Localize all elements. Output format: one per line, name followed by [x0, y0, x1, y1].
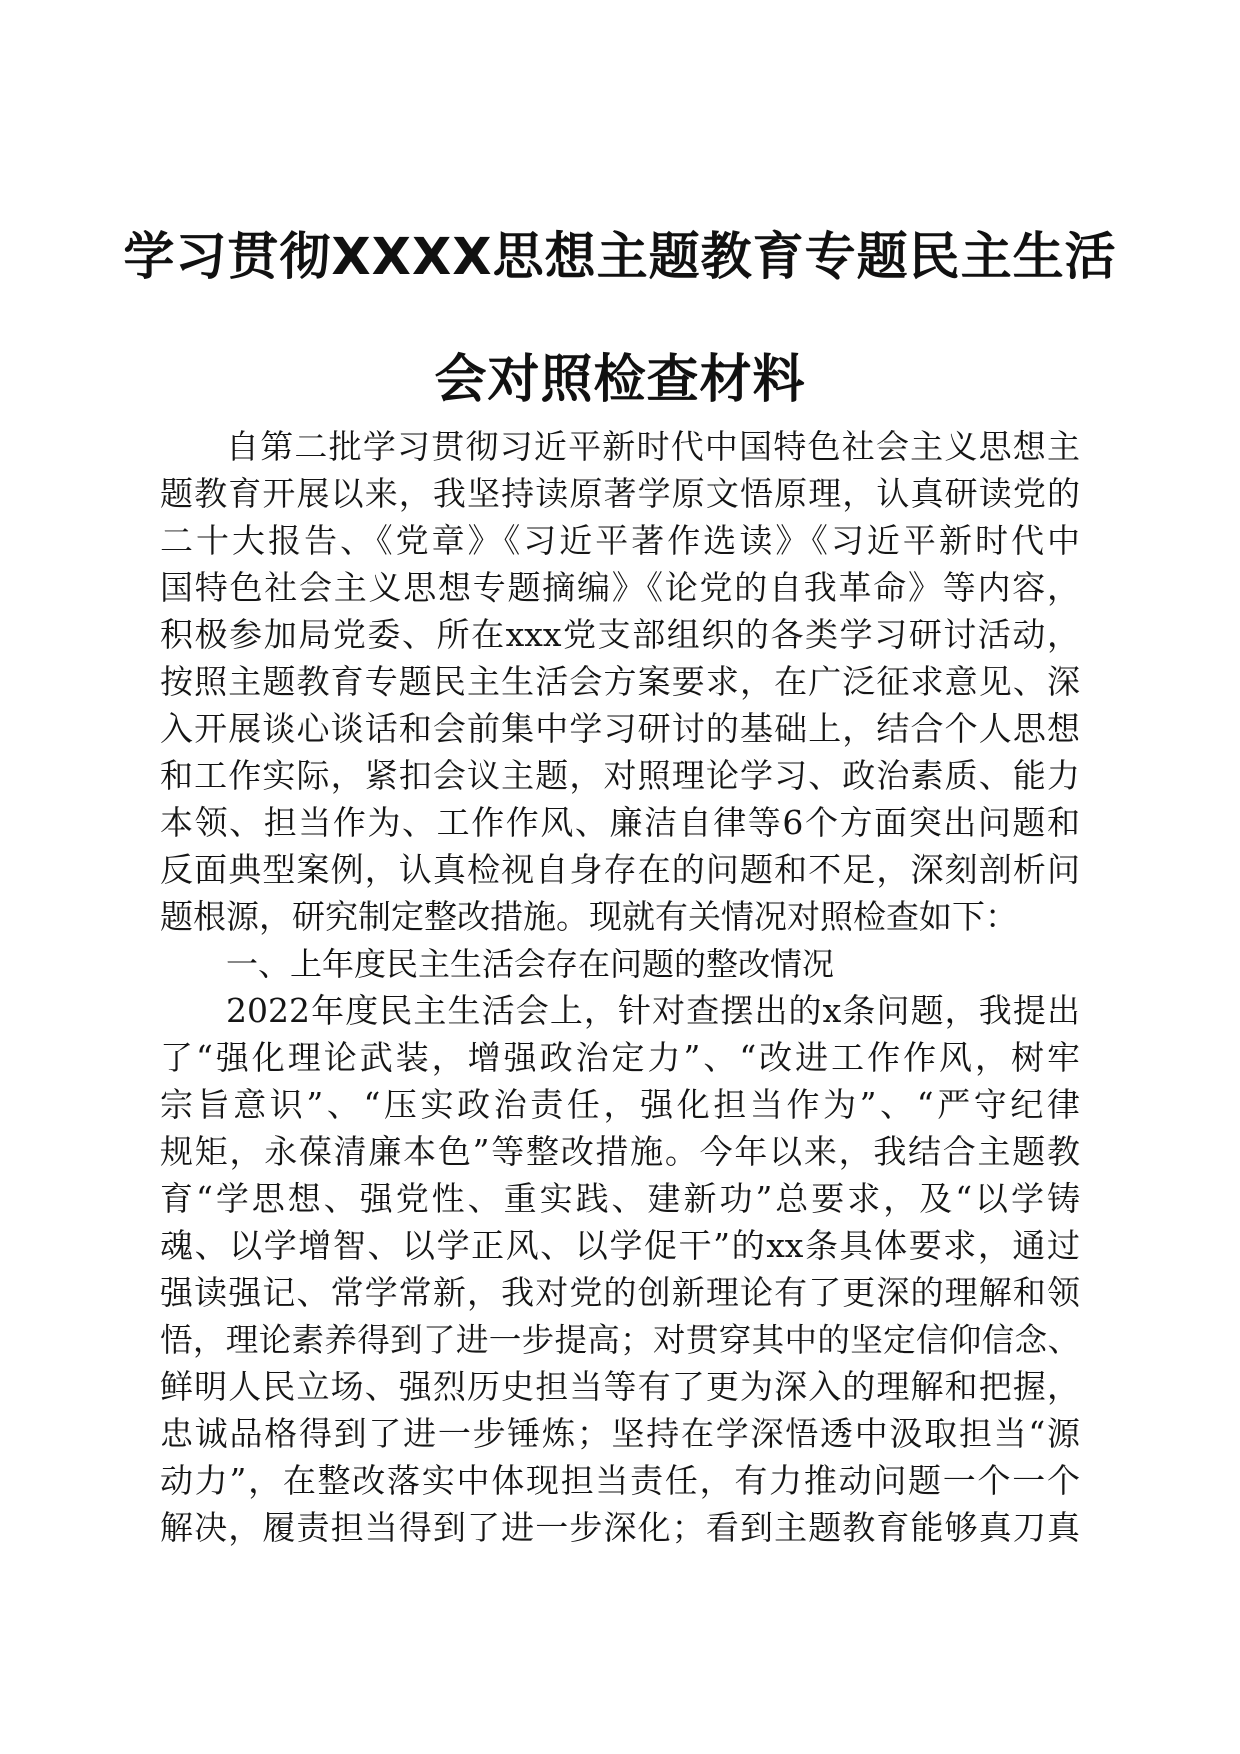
text-line: 反面典型案例，认真检视自身存在的问题和不足，深刻剖析问 — [160, 850, 1080, 889]
text-line: 动力”，在整改落实中体现担当责任，有力推动问题一个一个 — [160, 1461, 1080, 1500]
text-line: 忠诚品格得到了进一步锤炼；坚持在学深悟透中汲取担当“源 — [160, 1414, 1080, 1453]
text-line: 解决，履责担当得到了进一步深化；看到主题教育能够真刀真 — [160, 1508, 1080, 1547]
text-line: 宗旨意识”、“压实政治责任，强化担当作为”、“严守纪律 — [160, 1085, 1080, 1124]
text-line: 按照主题教育专题民主生活会方案要求，在广泛征求意见、深 — [160, 662, 1080, 701]
document-title-line-1: 学习贯彻XXXX思想主题教育专题民主生活 — [123, 228, 1117, 287]
text-line: 魂、以学增智、以学正风、以学促干”的xx条具体要求，通过 — [160, 1226, 1080, 1265]
text-line: 鲜明人民立场、强烈历史担当等有了更为深入的理解和把握， — [160, 1367, 1080, 1406]
text-line: 自第二批学习贯彻习近平新时代中国特色社会主义思想主 — [226, 427, 1080, 466]
text-line: 本领、担当作为、工作作风、廉洁自律等6个方面突出问题和 — [160, 803, 1080, 842]
text-line: 题教育开展以来，我坚持读原著学原文悟原理，认真研读党的 — [160, 474, 1080, 513]
section-heading-1: 一、上年度民主生活会存在问题的整改情况 — [226, 945, 835, 983]
text-line: 了“强化理论武装，增强政治定力”、“改进工作作风，树牢 — [160, 1038, 1080, 1077]
text-line: 2022年度民主生活会上，针对查摆出的x条问题，我提出 — [226, 991, 1080, 1030]
text-line: 和工作实际，紧扣会议主题，对照理论学习、政治素质、能力 — [160, 756, 1080, 795]
text-line: 国特色社会主义思想专题摘编》《论党的自我革命》等内容， — [160, 568, 1080, 607]
text-line: 题根源，研究制定整改措施。现就有关情况对照检查如下： — [160, 897, 1018, 936]
text-line: 积极参加局党委、所在xxx党支部组织的各类学习研讨活动， — [160, 615, 1080, 654]
text-line: 规矩，永葆清廉本色”等整改措施。今年以来，我结合主题教 — [160, 1132, 1080, 1171]
text-line: 悟，理论素养得到了进一步提高；对贯穿其中的坚定信仰信念、 — [160, 1321, 1080, 1359]
text-line: 育“学思想、强党性、重实践、建新功”总要求，及“以学铸 — [160, 1179, 1080, 1218]
text-line: 强读强记、常学常新，我对党的创新理论有了更深的理解和领 — [160, 1273, 1080, 1312]
text-line: 二十大报告、《党章》《习近平著作选读》《习近平新时代中 — [160, 521, 1080, 560]
document-title-line-2: 会对照检查材料 — [434, 350, 806, 410]
text-line: 入开展谈心谈话和会前集中学习研讨的基础上，结合个人思想 — [160, 709, 1080, 748]
